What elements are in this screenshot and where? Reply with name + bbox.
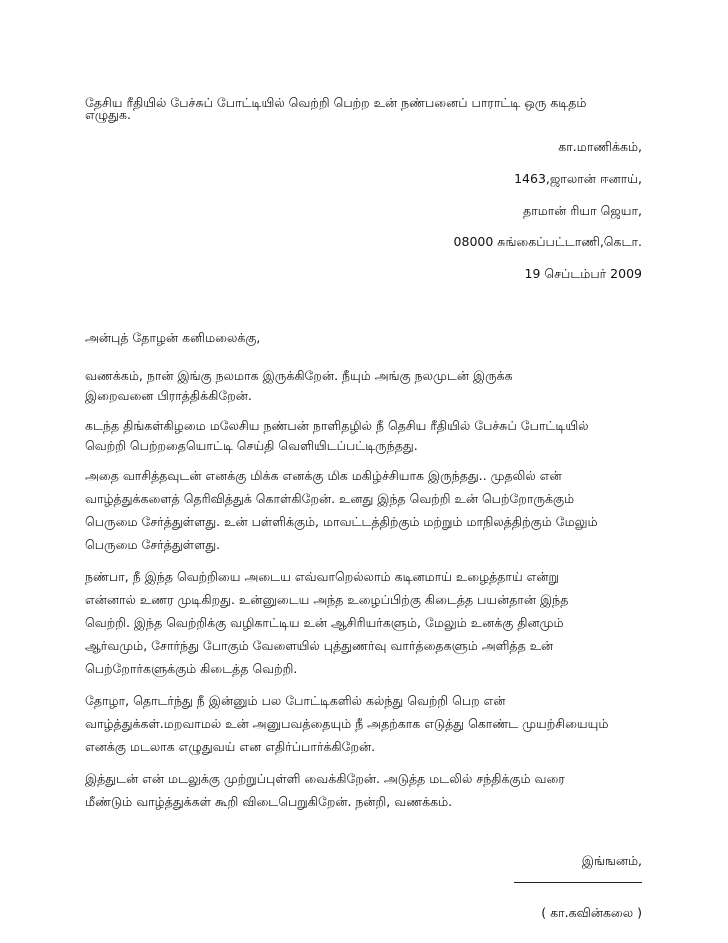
paragraph-line: வாழ்த்துக்கள்.மறவாமல் உன் அனுபவத்தையும் நீ அதற்காக எடுத்து கொண்ட முயற்சியையும் (85, 716, 609, 731)
paragraph-line: பெருமை சேர்த்துள்ளது. (85, 537, 221, 552)
paragraph-line: பெருமை சேர்த்துள்ளது. உன் பள்ளிக்கும், மாவட்டத்திற்கும் மற்றும் மாநிலத்திற்கும் மேலும் (85, 514, 598, 529)
question-line-2: எழுதுக. (85, 107, 131, 122)
sender-area: தாமான் ரியா ஜெயா, (523, 203, 642, 218)
paragraph-line: நண்பா, நீ இந்த வெற்றியை அடைய எவ்வாறெல்லாம் கடினமாய் உழைத்தாய் என்று (85, 569, 559, 584)
paragraph-line: வணக்கம், நான் இங்கு நலமாக இருக்கிறேன். நீயும் அங்கு நலமுடன் இருக்க (85, 368, 513, 383)
paragraph-line: மீண்டும் வாழ்த்துக்கள் கூறி விடைபெறுகிறேன். நன்றி, வணக்கம். (85, 794, 453, 809)
salutation: அன்புத் தோழன் கனிமலைக்கு, (85, 330, 261, 345)
question-line-1: தேசிய ரீதியில் பேச்சுப் போட்டியில் வெற்றி பெற்ற உன் நண்பனைப் பாராட்டி ஒரு கடிதம் (85, 95, 587, 110)
sender-city: 08000 சுங்கைப்பட்டாணி,கெடா. (453, 234, 642, 249)
paragraph-line: இறைவனை பிராத்திக்கிறேன். (85, 388, 252, 403)
paragraph-line: அதை வாசித்தவுடன் எனக்கு மிக்க எனக்கு மிக மகிழ்ச்சியாக இருந்தது.. முதலில் என் (85, 468, 562, 483)
paragraph-line: பெற்றோர்களுக்கும் கிடைத்த வெற்றி. (85, 661, 298, 676)
paragraph-line: ஆர்வமும், சோர்ந்து போகும் வேளையில் புத்துணர்வு வார்த்தைகளும் அளித்த உன் (85, 638, 554, 653)
paragraph-line: என்னால் உணர முடிகிறது. உன்னுடைய அந்த உழைப்பிற்கு கிடைத்த பயன்தான் இந்த (85, 592, 569, 607)
letter-date: 19 செப்டம்பர் 2009 (524, 266, 642, 281)
paragraph-line: தோழா, தொடர்ந்து நீ இன்னும் பல போட்டிகளில் கல்ந்து வெற்றி பெற என் (85, 693, 506, 708)
sender-name: கா.மாணிக்கம், (558, 139, 642, 154)
paragraph-line: வெற்றி. இந்த வெற்றிக்கு வழிகாட்டிய உன் ஆசிரியர்களும், மேலும் உனக்கு தினமும் (85, 615, 564, 630)
paragraph-line: கடந்த திங்கள்கிழமை மலேசிய நண்பன் நாளிதழில் நீ தெசிய ரீதியில் பேச்சுப் போட்டியில் (85, 418, 589, 433)
paragraph-line: இத்துடன் என் மடலுக்கு முற்றுப்புள்ளி வைக்கிறேன். அடுத்த மடலில் சந்திக்கும் வரை (85, 771, 565, 786)
paragraph-line: வெற்றி பெற்றதையொட்டி செய்தி வெளியிடப்பட்டிருந்தது. (85, 438, 418, 453)
sender-street: 1463,ஜாலான் ஈனாய், (514, 171, 642, 186)
signature-line (514, 882, 642, 883)
paragraph-line: எனக்கு மடலாக எழுதுவய் என எதிர்ப்பார்க்கிறேன். (85, 739, 376, 754)
closing: இங்ஙனம், (581, 853, 642, 868)
signature-name: ( கா.கவின்கலை ) (541, 905, 642, 920)
paragraph-line: வாழ்த்துக்களைத் தெரிவித்துக் கொள்கிறேன். உனது இந்த வெற்றி உன் பெற்றோருக்கும் (85, 491, 575, 506)
